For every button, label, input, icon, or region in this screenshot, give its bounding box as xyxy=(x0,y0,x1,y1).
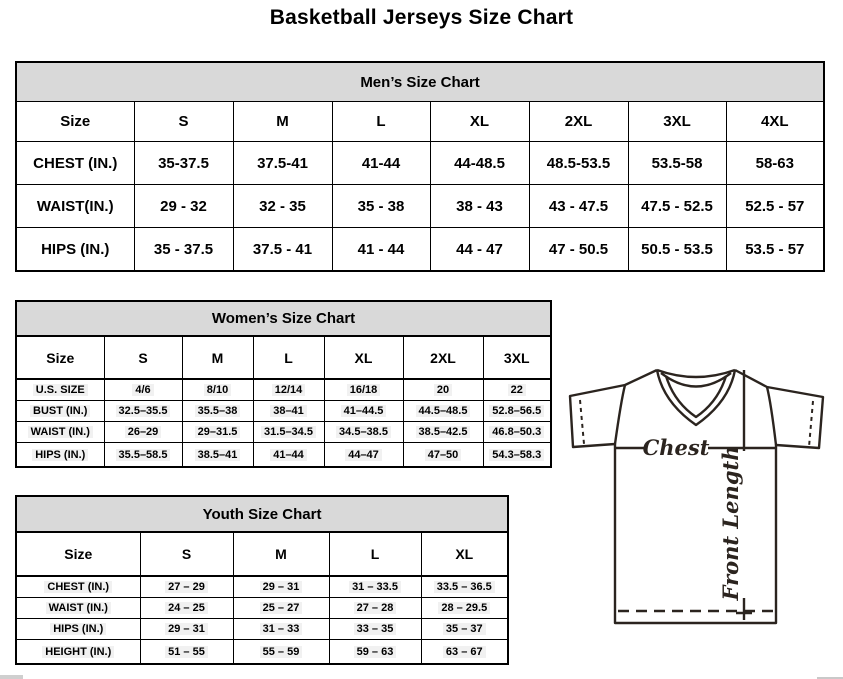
size-value: 29 – 31 xyxy=(140,619,233,640)
row-label: WAIST (IN.) xyxy=(16,598,140,619)
size-value: 46.8–50.3 xyxy=(483,422,551,443)
size-value: 47 - 50.5 xyxy=(529,228,628,272)
size-value: 35-37.5 xyxy=(134,142,233,185)
womens-size-table xyxy=(15,300,552,468)
size-value: 29 – 31 xyxy=(233,576,329,598)
jersey-outline xyxy=(570,370,823,623)
row-label: U.S. SIZE xyxy=(16,379,104,401)
column-header: L xyxy=(329,532,421,576)
row-label: HIPS (IN.) xyxy=(16,619,140,640)
size-value: 50.5 - 53.5 xyxy=(628,228,726,272)
screen-artifact xyxy=(0,675,23,679)
youth-size-table xyxy=(15,495,509,665)
size-value: 25 – 27 xyxy=(233,598,329,619)
table-row xyxy=(16,598,508,619)
size-value: 48.5-53.5 xyxy=(529,142,628,185)
column-header: XL xyxy=(324,336,403,379)
size-value: 35 - 38 xyxy=(332,185,430,228)
table-row xyxy=(16,185,824,228)
front-length-label: Front Length xyxy=(718,445,743,601)
size-value: 58-63 xyxy=(726,142,824,185)
cuff-stitch-line xyxy=(580,400,584,444)
youth-table-title: Youth Size Chart xyxy=(16,496,508,532)
table-row xyxy=(16,496,508,532)
size-value: 32.5–35.5 xyxy=(104,401,182,422)
table-row xyxy=(16,228,824,272)
row-label: CHEST (IN.) xyxy=(16,576,140,598)
size-value: 16/18 xyxy=(324,379,403,401)
sleeve-seam xyxy=(615,385,625,444)
size-value: 8/10 xyxy=(182,379,253,401)
row-label: HEIGHT (IN.) xyxy=(16,640,140,665)
mens-table-title: Men’s Size Chart xyxy=(16,62,824,102)
column-header: XL xyxy=(430,102,529,142)
column-header: S xyxy=(140,532,233,576)
size-value: 53.5 - 57 xyxy=(726,228,824,272)
row-label: HIPS (IN.) xyxy=(16,228,134,272)
collar-outline xyxy=(657,370,735,377)
jersey-measurement-diagram xyxy=(550,355,843,645)
size-value: 47–50 xyxy=(403,443,483,468)
column-header: M xyxy=(233,532,329,576)
table-row xyxy=(16,619,508,640)
size-value: 38–41 xyxy=(253,401,324,422)
size-value: 29–31.5 xyxy=(182,422,253,443)
column-header: S xyxy=(104,336,182,379)
size-value: 35 - 37.5 xyxy=(134,228,233,272)
size-value: 55 – 59 xyxy=(233,640,329,665)
size-value: 37.5-41 xyxy=(233,142,332,185)
size-value: 33 – 35 xyxy=(329,619,421,640)
column-header: L xyxy=(332,102,430,142)
column-header: M xyxy=(182,336,253,379)
table-row xyxy=(16,301,551,336)
column-header: L xyxy=(253,336,324,379)
column-header: 2XL xyxy=(403,336,483,379)
size-value: 28 – 29.5 xyxy=(421,598,508,619)
size-value: 43 - 47.5 xyxy=(529,185,628,228)
row-label: WAIST(IN.) xyxy=(16,185,134,228)
column-header: 3XL xyxy=(483,336,551,379)
size-value: 35.5–38 xyxy=(182,401,253,422)
column-header: M xyxy=(233,102,332,142)
size-value: 22 xyxy=(483,379,551,401)
table-row xyxy=(16,532,508,576)
size-value: 33.5 – 36.5 xyxy=(421,576,508,598)
size-value: 38.5–41 xyxy=(182,443,253,468)
column-header: 3XL xyxy=(628,102,726,142)
table-row xyxy=(16,640,508,665)
size-value: 41 - 44 xyxy=(332,228,430,272)
column-header: 2XL xyxy=(529,102,628,142)
table-row xyxy=(16,102,824,142)
chest-label: Chest xyxy=(642,435,710,460)
size-value: 53.5-58 xyxy=(628,142,726,185)
column-header: Size xyxy=(16,532,140,576)
row-label: HIPS (IN.) xyxy=(16,443,104,468)
size-value: 35 – 37 xyxy=(421,619,508,640)
size-value: 31 – 33.5 xyxy=(329,576,421,598)
size-value: 52.5 - 57 xyxy=(726,185,824,228)
size-value: 38.5–42.5 xyxy=(403,422,483,443)
size-value: 29 - 32 xyxy=(134,185,233,228)
size-value: 26–29 xyxy=(104,422,182,443)
size-value: 31 – 33 xyxy=(233,619,329,640)
column-header: Size xyxy=(16,102,134,142)
size-value: 63 – 67 xyxy=(421,640,508,665)
row-label: CHEST (IN.) xyxy=(16,142,134,185)
womens-table-title: Women’s Size Chart xyxy=(16,301,551,336)
table-row xyxy=(16,443,551,468)
size-value: 27 – 29 xyxy=(140,576,233,598)
column-header: XL xyxy=(421,532,508,576)
size-value: 32 - 35 xyxy=(233,185,332,228)
column-header: 4XL xyxy=(726,102,824,142)
size-value: 59 – 63 xyxy=(329,640,421,665)
size-value: 20 xyxy=(403,379,483,401)
size-value: 41-44 xyxy=(332,142,430,185)
size-value: 35.5–58.5 xyxy=(104,443,182,468)
row-label: BUST (IN.) xyxy=(16,401,104,422)
size-value: 51 – 55 xyxy=(140,640,233,665)
sleeve-seam xyxy=(767,387,776,445)
cuff-stitch-line xyxy=(809,401,813,447)
size-value: 52.8–56.5 xyxy=(483,401,551,422)
mens-size-table xyxy=(15,61,825,272)
size-value: 27 – 28 xyxy=(329,598,421,619)
size-value: 41–44.5 xyxy=(324,401,403,422)
size-value: 24 – 25 xyxy=(140,598,233,619)
size-value: 38 - 43 xyxy=(430,185,529,228)
table-row xyxy=(16,422,551,443)
size-value: 41–44 xyxy=(253,443,324,468)
column-header: S xyxy=(134,102,233,142)
size-value: 44 - 47 xyxy=(430,228,529,272)
page-title: Basketball Jerseys Size Chart xyxy=(269,6,574,29)
size-value: 47.5 - 52.5 xyxy=(628,185,726,228)
table-row xyxy=(16,62,824,102)
size-value: 44-48.5 xyxy=(430,142,529,185)
size-value: 54.3–58.3 xyxy=(483,443,551,468)
table-row xyxy=(16,576,508,598)
size-value: 31.5–34.5 xyxy=(253,422,324,443)
size-value: 37.5 - 41 xyxy=(233,228,332,272)
table-row xyxy=(16,379,551,401)
column-header: Size xyxy=(16,336,104,379)
table-row xyxy=(16,142,824,185)
size-value: 12/14 xyxy=(253,379,324,401)
size-value: 4/6 xyxy=(104,379,182,401)
table-row xyxy=(16,336,551,379)
row-label: WAIST (IN.) xyxy=(16,422,104,443)
table-row xyxy=(16,401,551,422)
size-value: 34.5–38.5 xyxy=(324,422,403,443)
size-value: 44.5–48.5 xyxy=(403,401,483,422)
size-value: 44–47 xyxy=(324,443,403,468)
